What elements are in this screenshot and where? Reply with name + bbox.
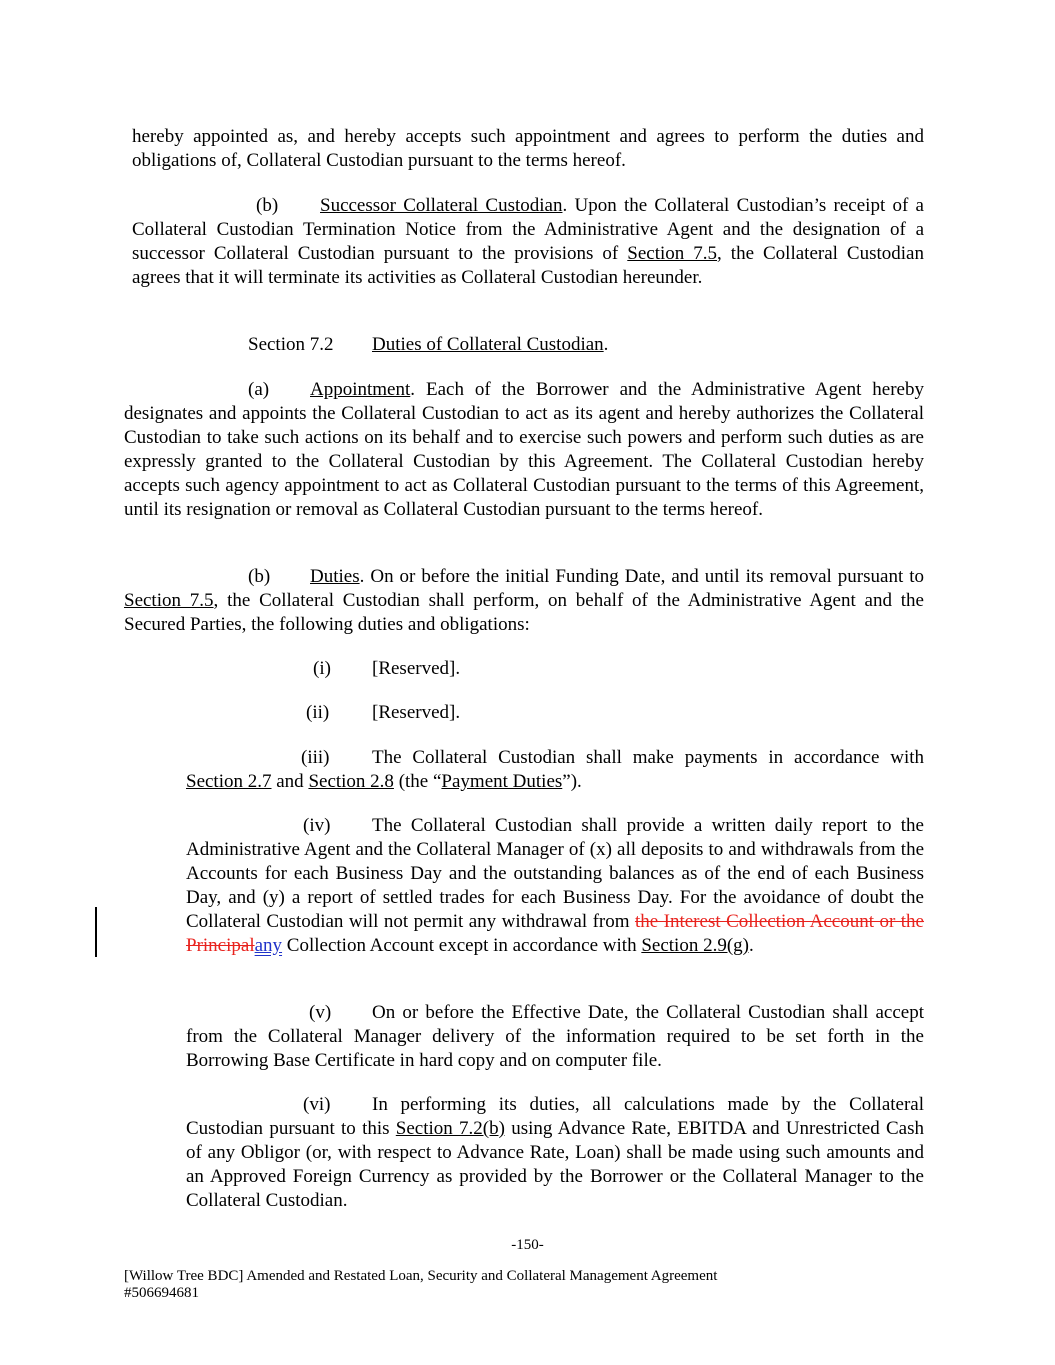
- section-reference: Section 2.7: [186, 771, 272, 792]
- para-number: (a): [248, 379, 270, 400]
- item-number: (vi): [303, 1094, 331, 1115]
- list-item-iv: (iv) The Collateral Custodian shall provide a written daily report to the Administrative Agent and the Collateral Manager of (x) all deposits to and withdrawals from the Accounts for each Business Day and the outstanding balances as of the end of each Business Day, and (y) a report of settled trades for each Business Day. For the avoidance of doubt the Collateral Custodian will not permit any withdrawal from the Interest Collection Account or the Principalany Collection Account except in accordance with Section 2.9(g).: [186, 815, 924, 956]
- inserted-text: any: [254, 935, 283, 956]
- page-number: -150-: [511, 1237, 544, 1253]
- duties-paragraph: (b) Duties. On or before the initial Funding Date, and until its removal pursuant to Section 7.5, the Collateral Custodian shall perform, on behalf of the Administrative Agent and the Secured Parties, the following duties and obligations:: [124, 566, 924, 635]
- section-title: Duties of Collateral Custodian: [372, 334, 604, 355]
- para-heading: Appointment: [310, 379, 411, 400]
- section-reference: Section 2.8: [308, 771, 394, 792]
- list-item-iii: (iii) The Collateral Custodian shall make payments in accordance with Section 2.7 and Section 2.8 (the “Payment Duties”).: [186, 747, 924, 792]
- item-number: (ii): [306, 702, 330, 723]
- item-number: (i): [313, 658, 331, 679]
- document-footer: [124, 1268, 717, 1302]
- successor-custodian-paragraph: (b) Successor Collateral Custodian. Upon the Collateral Custodian’s receipt of a Collateral Custodian Termination Notice from the Administrative Agent and the designation of a successor Collateral Custodian pursuant to the provisions of Section 7.5, the Collateral Custodian agrees that it will terminate its activities as Collateral Custodian hereunder.: [132, 195, 924, 288]
- para-heading: Duties: [310, 566, 360, 587]
- revision-change-bar: [95, 907, 97, 957]
- item-number: (iv): [303, 815, 331, 836]
- appointment-paragraph: (a) Appointment. Each of the Borrower and the Administrative Agent hereby designates and appoints the Collateral Custodian to act as its agent and hereby authorizes the Collateral Custodian to take such actions on its behalf and to exercise such powers and perform such duties as are expressly granted to the Collateral Custodian by this Agreement. The Collateral Custodian hereby accepts such agency appointment to act as Collateral Custodian pursuant to the terms of this Agreement, until its resignation or removal as Collateral Custodian pursuant to the terms hereof.: [124, 379, 924, 520]
- defined-term: Payment Duties: [441, 771, 563, 792]
- para-heading: Successor Collateral Custodian: [320, 195, 563, 216]
- section-reference: Section 7.2(b): [395, 1118, 505, 1139]
- section-reference: Section 7.5: [627, 243, 718, 264]
- section-heading: Section 7.2 Duties of Collateral Custodian.: [248, 334, 609, 355]
- list-item-v: (v) On or before the Effective Date, the Collateral Custodian shall accept from the Collateral Manager delivery of the information required to be set forth in the Borrowing Base Certificate in hard copy and on computer file.: [186, 1002, 924, 1071]
- footer-title: [Willow Tree BDC] Amended and Restated Loan, Security and Collateral Management Agreement: [124, 1268, 718, 1284]
- list-item-ii: (ii) [Reserved].: [306, 702, 461, 723]
- para-number: (b): [248, 566, 271, 587]
- deleted-text: the Interest Collection Account or the Principal: [186, 911, 924, 956]
- item-number: (v): [309, 1002, 332, 1023]
- list-item-vi: (vi) In performing its duties, all calculations made by the Collateral Custodian pursuant to this Section 7.2(b) using Advance Rate, EBITDA and Unrestricted Cash of any Obligor (or, with respect to Advance Rate, Loan) shall be made using such amounts and an Approved Foreign Currency as provided by the Borrower or the Collateral Manager to the Collateral Custodian.: [186, 1094, 924, 1211]
- continuation-paragraph: hereby appointed as, and hereby accepts such appointment and agrees to perform the duties and obligations of, Collateral Custodian pursuant to the terms hereof.: [132, 126, 924, 171]
- para-number: (b): [256, 195, 279, 216]
- item-number: (iii): [301, 747, 330, 768]
- section-reference: Section 2.9(g): [641, 935, 749, 956]
- footer-doc-id: #506694681: [124, 1285, 199, 1301]
- section-reference: Section 7.5: [124, 590, 214, 611]
- section-number: Section 7.2: [248, 334, 334, 355]
- list-item-i: (i) [Reserved].: [313, 658, 461, 679]
